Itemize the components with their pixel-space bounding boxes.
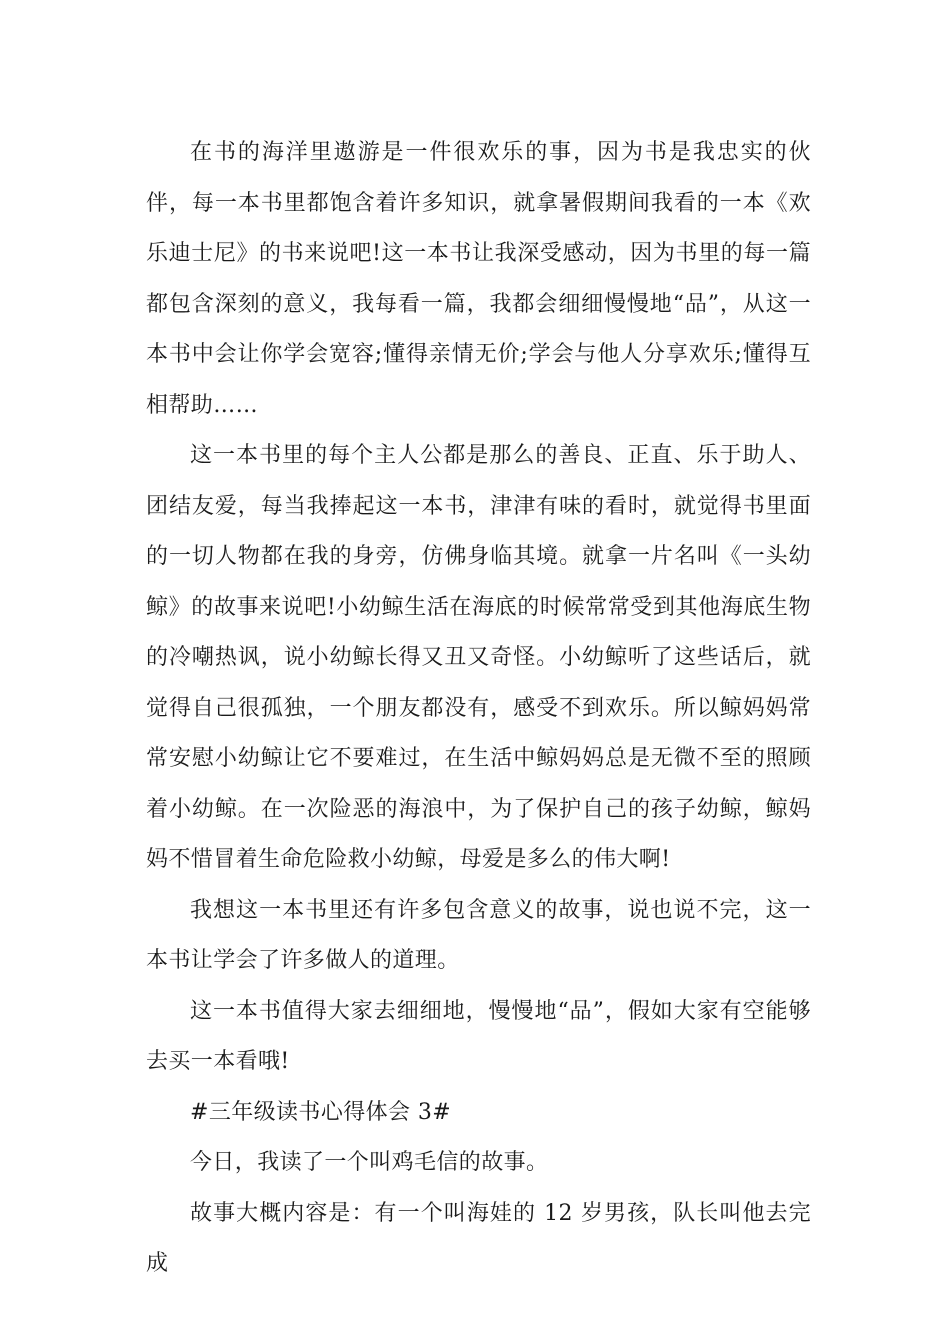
- paragraph-3: 我想这一本书里还有许多包含意义的故事，说也说不完，这一本书让学会了许多做人的道理。: [146, 897, 811, 973]
- document-body: [146, 128, 811, 1290]
- paragraph-5: 今日，我读了一个叫鸡毛信的故事。: [190, 1150, 549, 1175]
- section-heading: #三年级读书心得体会 3#: [190, 1099, 452, 1125]
- paragraph-4: 这一本书值得大家去细细地，慢慢地“品”，假如大家有空能够去买一本看哦!: [146, 998, 811, 1074]
- paragraph-1: 在书的海洋里遨游是一件很欢乐的事，因为书是我忠实的伙伴，每一本书里都饱含着许多知识，就拿暑假期间我看的一本《欢乐迪士尼》的书来说吧!这一本书让我深受感动，因为书里的每一篇都包含深刻的意义，我每看一篇，我都会细细慢慢地“品”，从这一本书中会让你学会宽容;懂得亲情无价;学会与他人分享欢乐;懂得互相帮助……: [146, 140, 811, 418]
- paragraph-2: 这一本书里的每个主人公都是那么的善良、正直、乐于助人、团结友爱，每当我捧起这一本书，津津有味的看时，就觉得书里面的一切人物都在我的身旁，仿佛身临其境。就拿一片名叫《一头幼鲸》的故事来说吧!小幼鲸生活在海底的时候常常受到其他海底生物的冷嘲热讽，说小幼鲸长得又丑又奇怪。小幼鲸听了这些话后，就觉得自己很孤独，一个朋友都没有，感受不到欢乐。所以鲸妈妈常常安慰小幼鲸让它不要难过，在生活中鲸妈妈总是无微不至的照顾着小幼鲸。在一次险恶的海浪中，为了保护自己的孩子幼鲸，鲸妈妈不惜冒着生命危险救小幼鲸，母爱是多么的伟大啊!: [146, 443, 811, 872]
- paragraph-6: 故事大概内容是：有一个叫海娃的 12 岁男孩，队长叫他去完成: [146, 1200, 811, 1276]
